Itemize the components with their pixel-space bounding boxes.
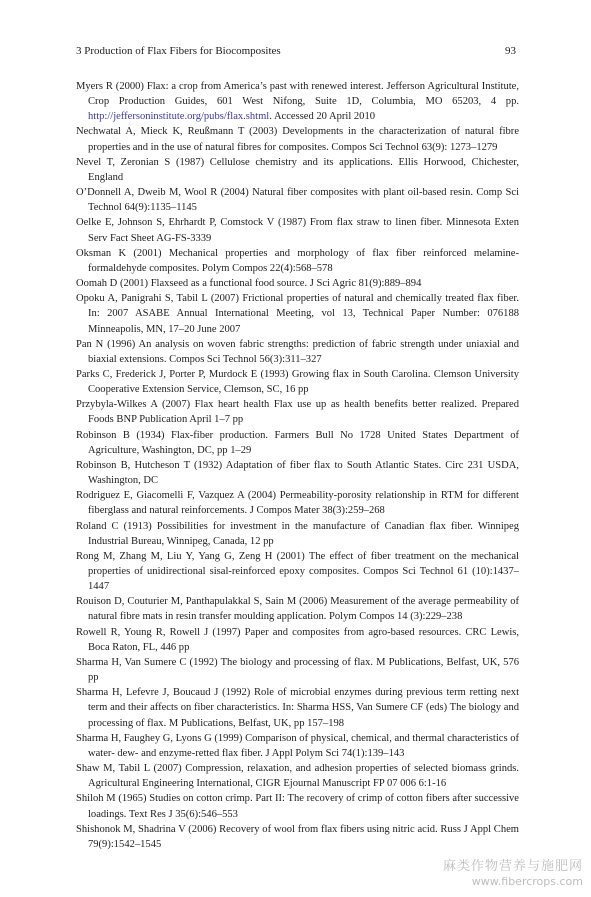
reference-item: O’Donnell A, Dweib M, Wool R (2004) Natural fiber composites with plant oil-based resin. Comp Sci Technol 64(9):1135–1145 [76,187,519,214]
chapter-title: 3 Production of Flax Fibers for Biocomposites [76,45,281,57]
reference-item: Robinson B (1934) Flax-fiber production. Farmers Bull No 1728 United States Department of Agriculture, Washington, DC, pp 1–29 [76,429,519,456]
reference-item: Oelke E, Johnson S, Ehrhardt P, Comstock V (1987) From flax straw to linen fiber. Minnesota Exten Serv Fact Sheet AG-FS-3339 [76,217,519,244]
reference-item [76,79,519,124]
reference-item: Roland C (1913) Possibilities for investment in the manufacture of Canadian flax fiber. Winnipeg Industrial Bureau, Winnipeg, Canada, 12 pp [76,520,519,547]
reference-item: Nevel T, Zeronian S (1987) Cellulose chemistry and its applications. Ellis Horwood, Chichester, England [76,156,519,183]
watermark-url: www.fibercrops.com [471,875,583,888]
page-number: 93 [505,45,516,57]
reference-item: Sharma H, Faughey G, Lyons G (1999) Comparison of physical, chemical, and thermal characteristics of water- dew- and enzyme-retted flax fiber. J Appl Polym Sci 74(1):139–143 [76,732,519,759]
reference-item: Rodriguez E, Giacomelli F, Vazquez A (2004) Permeability-porosity relationship in RTM for different fiberglass and natural reinforcements. J Compos Mater 38(3):259–268 [76,490,519,517]
reference-text: Myers R (2000) Flax: a crop from America’s past with renewed interest. Jefferson Agricultural Institute, Crop Production Guides, 601 West Nifong, Suite 1D, Columbia, MO 65203, 4 pp. [76,81,519,108]
reference-list [76,79,519,852]
reference-item: Oomah D (2001) Flaxseed as a functional food source. J Sci Agric 81(9):889–894 [76,278,422,290]
watermark-title: 麻类作物营养与施肥网 [442,859,583,874]
reference-item: Opoku A, Panigrahi S, Tabil L (2007) Frictional properties of natural and chemically treated flax fiber. In: 2007 ASABE Annual International Meeting, vol 13, Technical Paper Number: 076188 Minneapolis, MN, 17–20 June 2007 [76,293,519,335]
reference-item: Rowell R, Young R, Rowell J (1997) Paper and composites from agro-based resources. CRC Lewis, Boca Raton, FL, 446 pp [76,626,519,653]
reference-item: Rouison D, Couturier M, Panthapulakkal S, Sain M (2006) Measurement of the average permeability of natural fibre mats in resin transfer moulding application. Polym Compos 14 (3):229–238 [76,596,519,623]
reference-item: Shishonok M, Shadrina V (2006) Recovery of wool from flax fibers using nitric acid. Russ J Appl Chem 79(9):1542–1545 [76,823,519,850]
reference-item: Rong M, Zhang M, Liu Y, Yang G, Zeng H (2001) The effect of fiber treatment on the mechanical properties of unidirectional sisal-reinforced epoxy composites. Compos Sci Technol 61 (10):1437–1447 [76,550,519,593]
reference-item: Nechwatal A, Mieck K, Reußmann T (2003) Developments in the characterization of natural fibre properties and in the use of natural fibres for composites. Compos Sci Technol 63(9): 1273–1279 [76,126,519,153]
reference-item: Sharma H, Lefevre J, Boucaud J (1992) Role of microbial enzymes during previous term retting next term and their affects on fiber characteristics. In: Sharma HSS, Van Sumere CF (eds) The biology and processing of flax. M Publications, Belfast, UK, pp 157–198 [76,687,519,729]
reference-item: Oksman K (2001) Mechanical properties and morphology of flax fiber reinforced melamine-formaldehyde composites. Polym Compos 22(4):568–578 [76,247,519,274]
reference-tail: . Accessed 20 April 2010 [269,111,375,123]
reference-item: Sharma H, Van Sumere C (1992) The biology and processing of flax. M Publications, Belfast, UK, 576 pp [76,656,519,684]
watermark [443,859,583,889]
reference-link[interactable]: http://jeffersoninstitute.org/pubs/flax.shtml [88,111,270,123]
reference-item: Shiloh M (1965) Studies on cotton crimp. Part II: The recovery of crimp of cotton fibers after successive loadings. Text Res J 35(6):546–553 [76,793,519,820]
reference-item: Pan N (1996) An analysis on woven fabric strengths: prediction of fabric strength under uniaxial and biaxial extensions. Compos Sci Technol 56(3):311–327 [76,338,519,365]
reference-item: Robinson B, Hutcheson T (1932) Adaptation of fiber flax to South Atlantic States. Circ 231 USDA, Washington, DC [76,459,519,487]
reference-item: Shaw M, Tabil L (2007) Compression, relaxation, and adhesion properties of selected biomass grinds. Agricultural Engineering International, CIGR Ejournal Manuscript FP 07 006 6:1-16 [76,763,519,790]
reference-item: Przybyla-Wilkes A (2007) Flax heart health Flax use up as health benefits better realized. Prepared Foods BNP Publication April 1–7 pp [76,399,519,426]
reference-item: Parks C, Frederick J, Porter P, Murdock E (1993) Growing flax in South Carolina. Clemson University Cooperative Extension Service, Clemson, SC, 16 pp [76,368,519,396]
